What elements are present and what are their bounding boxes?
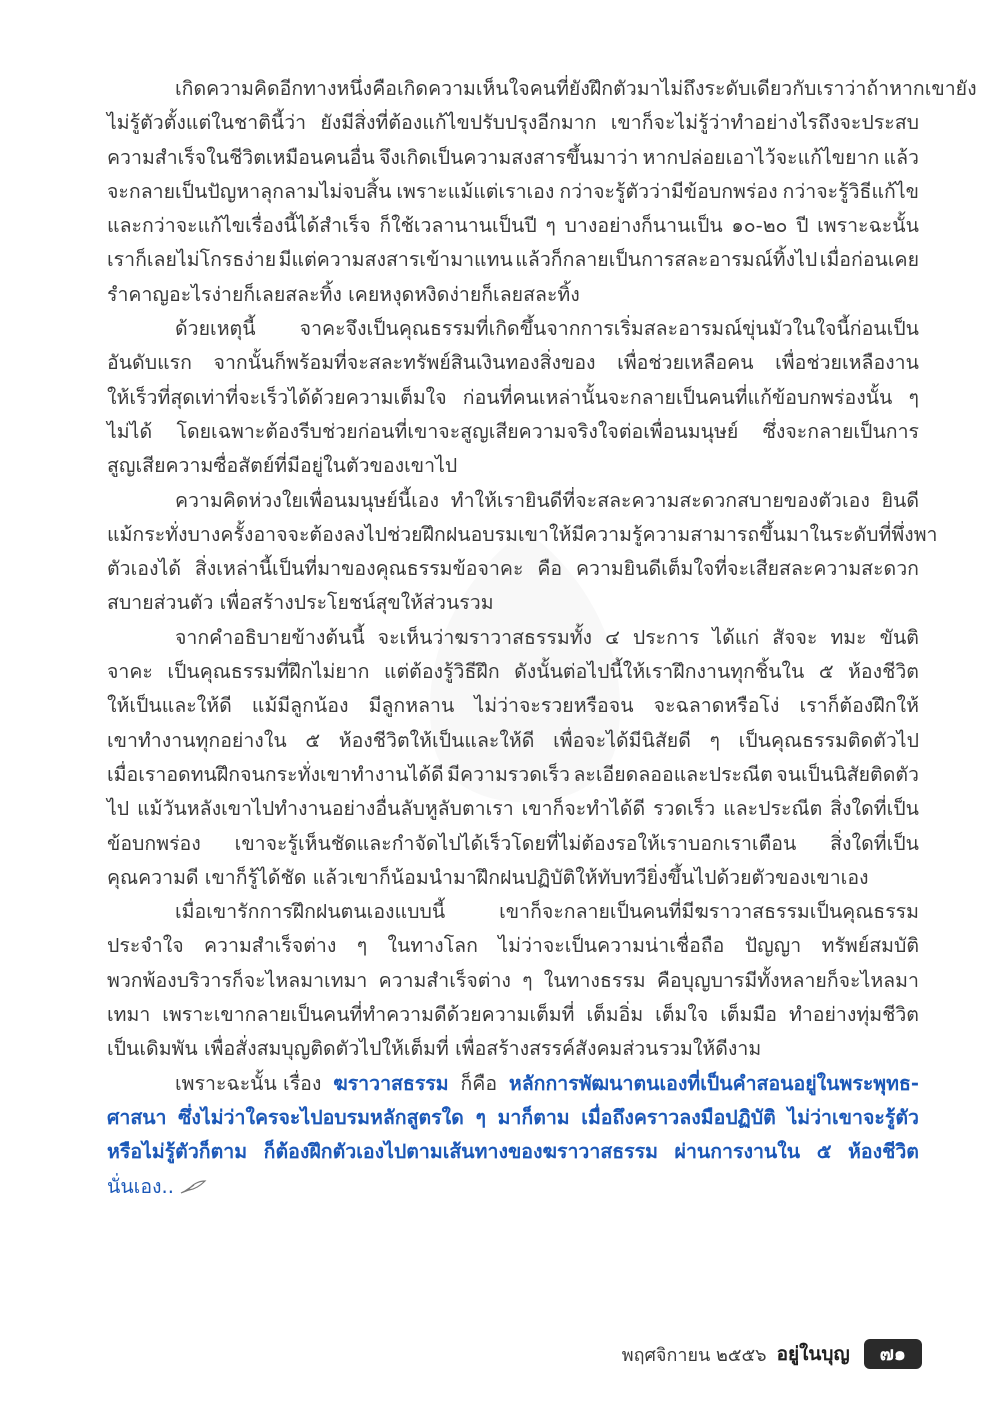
final-closing [107,1170,206,1204]
text-line: เป็นเดิมพัน เพื่อสั่งสมบุญติดตัวไปให้เต็มที่ เพื่อสร้างสรรค์สังคมส่วนรวมให้ดีงาม [107,1037,762,1061]
text-line: ไป แม้วันหลังเขาไปทำงานอย่างอื่นลับหูลับตาเรา เขาก็จะทำได้ดี รวดเร็ว และประณีต สิ่งใดที่เป็น [107,797,919,821]
text-line: รำคาญอะไรง่ายก็เลยสละทิ้ง เคยหงุดหงิดง่ายก็เลยสละทิ้ง [107,282,580,306]
text-line: ไม่ได้ โดยเฉพาะต้องรีบช่วยก่อนที่เขาจะสูญเสียความจริงใจต่อเพื่อนมนุษย์ ซึ่งจะกลายเป็นการ [107,419,919,443]
text-line: ให้เร็วที่สุดเท่าที่จะเร็วได้ด้วยความเต็มใจ ก่อนที่คนเหล่านั้นจะกลายเป็นคนที่แก้ข้อบกพร่องนั้น ๆ [107,385,919,409]
text-line: หรือไม่รู้ตัวก็ตาม ก็ต้องฝึกตัวเองไปตามเส้นทางของฆราวาสธรรม ผ่านการงานใน ๕ ห้องชีวิต [107,1140,919,1164]
final-term: ฆราวาสธรรม [333,1071,449,1095]
text-line: เราก็เลยไม่โกรธง่าย มีแต่ความสงสารเข้ามาแทน แล้วก็กลายเป็นการสละอารมณ์ทิ้งไป เมื่อก่อนเคย [107,248,919,272]
feather-quill-icon [180,1180,206,1194]
text-line: คุณความดี เขาก็รู้ได้ชัด แล้วเขาก็น้อมนำมาฝึกฝนปฏิบัติให้ทับทวียิ่งขึ้นไปด้วยตัวของเขาเอง [107,865,869,889]
text-line: ความสำเร็จในชีวิตเหมือนคนอื่น จึงเกิดเป็นความสงสารขึ้นมาว่า หากปล่อยเอาไว้จะแก้ไขยาก แล้ว [107,145,919,169]
text-line: เมื่อเราอดทนฝึกจนกระทั่งเขาทำงานได้ดี มีความรวดเร็ว ละเอียดลออและประณีต จนเป็นนิสัยติดตัว [107,762,919,786]
text-line: เมื่อเขารักการฝึกฝนตนเองแบบนี้ เขาก็จะกลายเป็นคนที่มีฆราวาสธรรมเป็นคุณธรรม [175,900,919,924]
text-line: ข้อบกพร่อง เขาจะรู้เห็นชัดและกำจัดไปได้เร็วโดยที่ไม่ต้องรอให้เราบอกเราเตือน สิ่งใดที่เป็น [107,831,919,855]
page-footer [622,1338,922,1370]
text-line: อันดับแรก จากนั้นก็พร้อมที่จะสละทรัพย์สินเงินทองสิ่งของ เพื่อช่วยเหลือคน เพื่อช่วยเหลืองาน [107,351,919,375]
text-line: เกิดความคิดอีกทางหนึ่ง คือเกิดความเห็นใจคนที่ยังฝึกตัวมาไม่ถึงระดับเดียวกับเราว่า ถ้าหากเขายัง [175,77,977,100]
text-line: ประจำใจ ความสำเร็จต่าง ๆ ในทางโลก ไม่ว่าจะเป็นความน่าเชื่อถือ ปัญญา ทรัพย์สมบัติ [107,934,919,958]
issue-date: พฤศจิกายน ๒๕๕๖ [621,1344,767,1366]
text-line: สบายส่วนตัว เพื่อสร้างประโยชน์สุขให้ส่วนรวม [107,591,494,615]
text-line: ตัวเองได้ สิ่งเหล่านี้เป็นที่มาของคุณธรรมข้อจาคะ คือ ความยินดีเต็มใจที่จะเสียสละความสะดวก [107,557,919,581]
text-line: จะกลายเป็นปัญหาลุกลามไม่จบสิ้น เพราะแม้แต่เราเอง กว่าจะรู้ตัวว่ามีข้อบกพร่อง กว่าจะรู้วิธีแก้ไข [107,179,919,203]
text-line [107,1170,919,1204]
text-line: ให้เป็นและให้ดี แม้มีลูกน้อง มีลูกหลาน ไม่ว่าจะรวยหรือจน จะฉลาดหรือโง่ เราก็ต้องฝึกให้ [107,694,919,718]
magazine-name: อยู่ในบุญ [776,1343,850,1365]
text-line: จากคำอธิบายข้างต้นนี้ จะเห็นว่าฆราวาสธรรมทั้ง ๔ ประการ ได้แก่ สัจจะ ทมะ ขันติ [175,625,919,649]
text-line: ด้วยเหตุนี้ จาคะจึงเป็นคุณธรรมที่เกิดขึ้นจากการเริ่มสละอารมณ์ขุ่นมัวในใจนี้ก่อนเป็น [175,317,919,341]
text-line [107,1067,919,1101]
final-mid: ก็คือ [460,1071,498,1095]
text-line: พวกพ้องบริวารก็จะไหลมาเทมา ความสำเร็จต่าง ๆ ในทางธรรม คือบุญบารมีทั้งหลายก็จะไหลมา [107,968,919,992]
text-line: แม้กระทั่งบางครั้งอาจจะต้องลงไปช่วยฝึกฝนอบรมเขาให้มีความรู้ความสามารถขึ้นมาในระดับที่พึ่งพา [107,522,938,546]
text-line: จาคะ เป็นคุณธรรมที่ฝึกไม่ยาก แต่ต้องรู้วิธีฝึก ดังนั้นต่อไปนี้ให้เราฝึกงานทุกชิ้นใน ๕ ห้องชีวิต [107,660,919,684]
page-number: ๗๑ [864,1339,922,1369]
text-line: สูญเสียความซื่อสัตย์ที่มีอยู่ในตัวของเขาไป [107,454,458,478]
text-line: และกว่าจะแก้ไขเรื่องนี้ได้สำเร็จ ก็ใช้เวลานานเป็นปี ๆ บางอย่างก็นานเป็น ๑๐-๒๐ ปี เพราะฉะนั้น [107,214,919,238]
text-line: ความคิดห่วงใยเพื่อนมนุษย์นี้เอง ทำให้เรายินดีที่จะสละความสะดวกสบายของตัวเอง ยินดี [175,488,919,512]
text-line: ศาสนา ซึ่งไม่ว่าใครจะไปอบรมหลักสูตรใด ๆ มาก็ตาม เมื่อถึงคราวลงมือปฏิบัติ ไม่ว่าเขาจะรู้ตัว [107,1105,919,1129]
final-lead: เพราะฉะนั้น เรื่อง [175,1071,322,1095]
text-line: เทมา เพราะเขากลายเป็นคนที่ทำความดีด้วยความเต็มที่ เต็มอิ่ม เต็มใจ เต็มมือ ทำอย่างทุ่มชีวิต [107,1003,919,1027]
text-line: เขาทำงานทุกอย่างใน ๕ ห้องชีวิตให้เป็นและให้ดี เพื่อจะได้มีนิสัยดี ๆ เป็นคุณธรรมติดตัวไป [107,728,919,752]
final-rest-line1: หลักการพัฒนาตนเองที่เป็นคำสอนอยู่ในพระพุทธ- [508,1071,919,1095]
final-closing-text: นั่นเอง.. [107,1174,174,1198]
article-body [107,72,977,1204]
text-line: ไม่รู้ตัวตั้งแต่ในชาตินี้ว่า ยังมีสิ่งที่ต้องแก้ไขปรับปรุงอีกมาก เขาก็จะไม่รู้ว่าทำอย่างไรถึงจะประสบ [107,111,919,135]
